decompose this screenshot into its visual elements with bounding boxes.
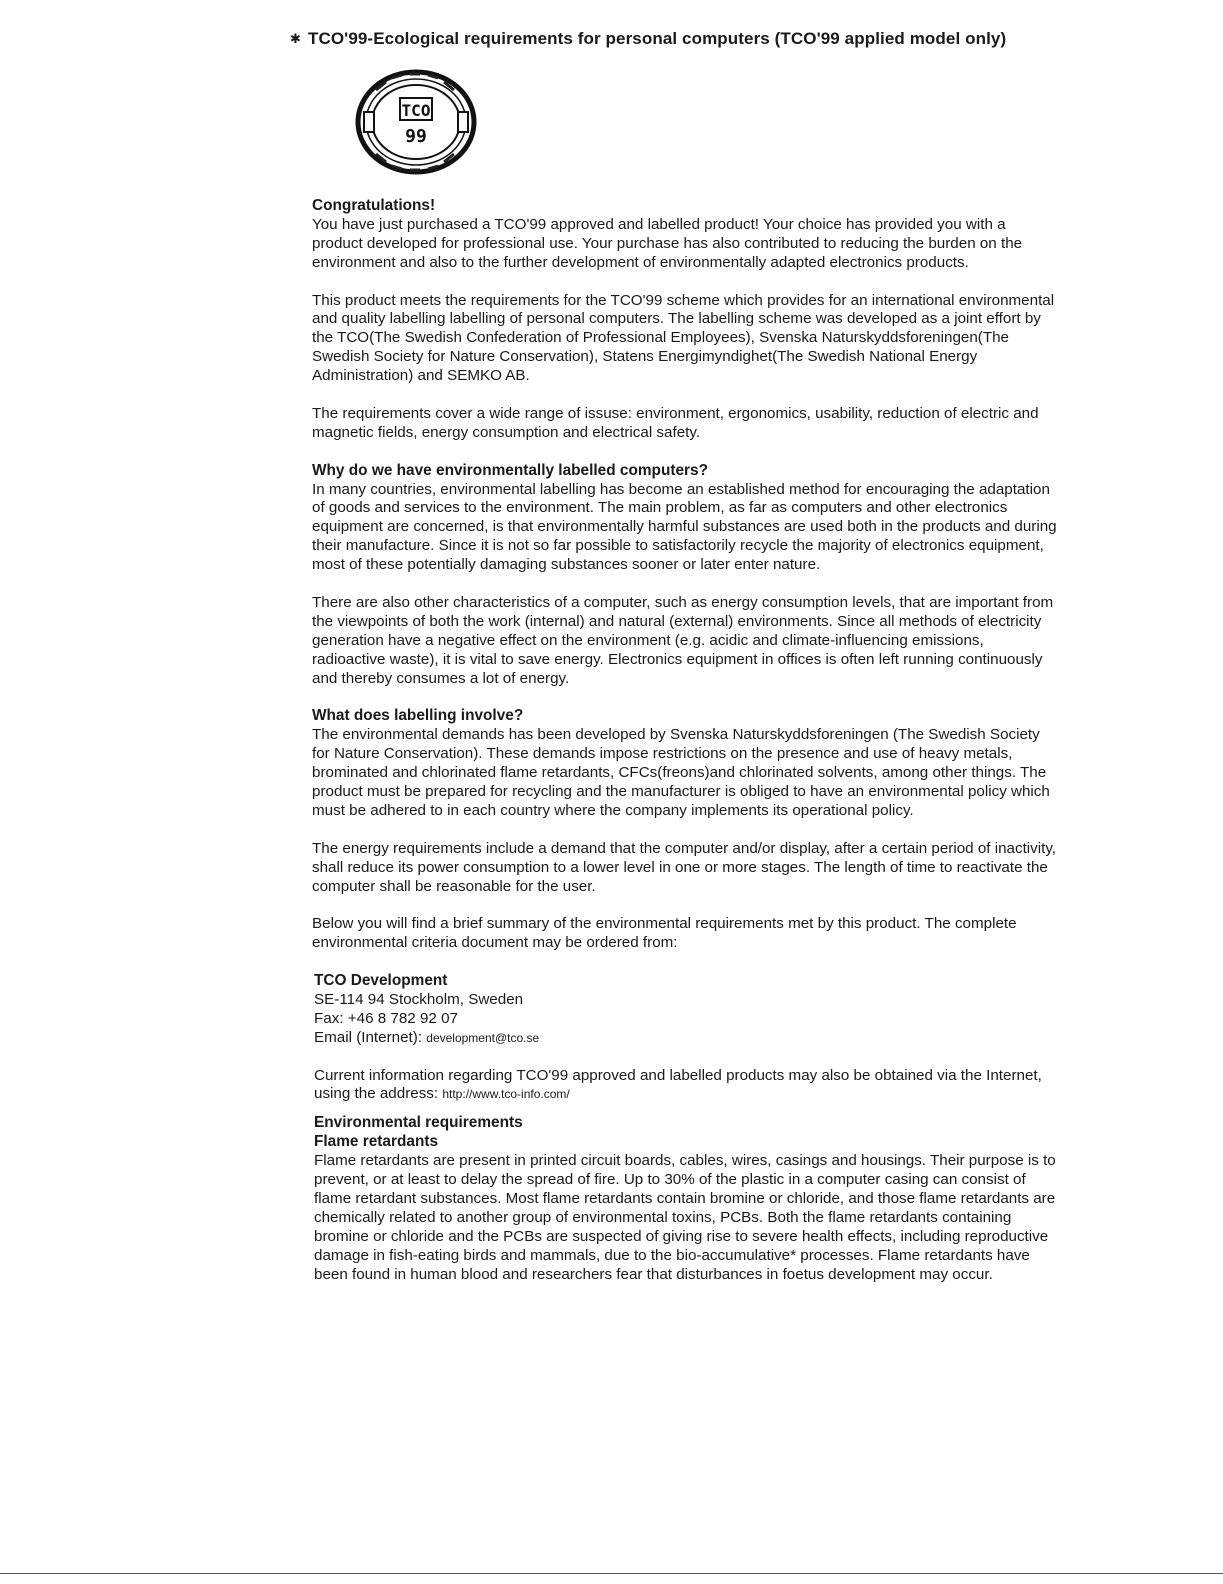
contact-block: [314, 972, 1057, 1104]
contact-fax: Fax: +46 8 782 92 07: [314, 1009, 458, 1027]
logo-text-bottom: 99: [405, 126, 427, 147]
contact-address: SE-114 94 Stockholm, Sweden: [314, 990, 524, 1008]
flame-retardants-heading: Flame retardants: [314, 1133, 439, 1151]
intro-paragraph-3: The requirements cover a wide range of issuse: environment, ergonomics, usability, reduction of electric and magnetic fields, energy consumption and electrical safety.: [312, 404, 1039, 441]
why-paragraph-1: In many countries, environmental labelling has become an established method for encouraging the adaptation of goods and services to the environment. The main problem, as far as computers and other electronics equipment are concerned, is that environmentally harmful substances are used both in the products and during their manufacture. Since it is not so far possible to satisfactorily recycle the majority of electronics equipment, most of these potentially damaging substances sooner or later enter nature.: [312, 480, 1057, 574]
page-bottom-rule: [0, 1573, 1223, 1574]
contact-info-text: Current information regarding TCO'99 approved and labelled products may also be obtained via the Internet, using the address:: [314, 1066, 1042, 1103]
logo-text-top: TCO: [401, 101, 431, 120]
what-heading: What does labelling involve?: [312, 707, 524, 725]
page-title: TCO'99-Ecological requirements for personal computers (TCO'99 applied model only): [308, 29, 1007, 48]
what-paragraph-1: The environmental demands has been developed by Svenska Naturskyddsforeningen (The Swedish Society for Nature Conservation). These demands impose restrictions on the presence and use of heavy metals, brominated and chlorinated flame retardants, CFCs(freons)and chlorinated solvents, among other things. The product must be prepared for recycling and the manufacturer is obliged to have an environmental policy which must be adhered to in each country where the company implements its operational policy.: [312, 726, 1050, 819]
environmental-heading: Environmental requirements: [314, 1114, 523, 1132]
contact-email-link[interactable]: development@tco.se: [426, 1030, 540, 1045]
intro-paragraph-1: You have just purchased a TCO'99 approved and labelled product! Your choice has provided you with a product developed for professional use. Your purchase has also contributed to reducing the burden on the environment and also to the further development of environmentally adapted electronics products.: [312, 215, 1023, 271]
congratulations-heading: Congratulations!: [312, 197, 436, 214]
document-body: [312, 197, 1057, 1285]
tco99-logo-icon: [354, 68, 480, 176]
contact-url-link[interactable]: http://www.tco-info.com/: [442, 1087, 570, 1102]
star-bullet-icon: ✱: [290, 31, 301, 46]
contact-info-paragraph: [314, 1067, 1057, 1105]
what-paragraph-2: The energy requirements include a demand that the computer and/or display, after a certain period of inactivity, shall reduce its power consumption to a lower level in one or more stages. The length of time to reactivate the computer shall be reasonable for the user.: [312, 839, 1057, 895]
page-title-row: [290, 29, 1190, 49]
contact-email-label: Email (Internet):: [314, 1028, 427, 1046]
flame-retardants-paragraph: Flame retardants are present in printed circuit boards, cables, wires, casings and housings. Their purpose is to prevent, or at least to delay the spread of fire. Up to 30% of the plastic in a computer casing can consist of flame retardant substances. Most flame retardants contain bromine or chloride, and those flame retardants are chemically related to another group of environmental toxins, PCBs. Both the flame retardants containing bromine or chloride and the PCBs are suspected of giving rise to severe health effects, including reproductive damage in fish-eating birds and mammals, due to the bio-accumulative* processes. Flame retardants have been found in human blood and researchers fear that disturbances in foetus development may occur.: [314, 1152, 1056, 1283]
why-heading: Why do we have environmentally labelled computers?: [312, 461, 708, 479]
why-paragraph-2: There are also other characteristics of a computer, such as energy consumption levels, that are important from the viewpoints of both the work (internal) and natural (external) environments. Since all methods of electricity generation have a negative effect on the environment (e.g. acidic and climate-influencing emissions, radioactive waste), it is vital to save energy. Electronics equipment in offices is often left running continuously and thereby consumes a lot of energy.: [312, 593, 1054, 687]
intro-paragraph-2: This product meets the requirements for the TCO'99 scheme which provides for an international environmental and quality labelling labelling of personal computers. The labelling scheme was developed as a joint effort by the TCO(The Swedish Confederation of Professional Employees), Svenska Naturskyddsforeningen(The Swedish Society for Nature Conservation), Statens Energimyndighet(The Swedish National Energy Administration) and SEMKO AB.: [312, 291, 1055, 385]
contact-heading: TCO Development: [314, 972, 448, 990]
contact-email-line: [314, 1029, 1057, 1048]
what-paragraph-3: Below you will find a brief summary of the environmental requirements met by this product. The complete environmental criteria document may be ordered from:: [312, 915, 1017, 952]
environmental-section: [314, 1114, 1057, 1284]
